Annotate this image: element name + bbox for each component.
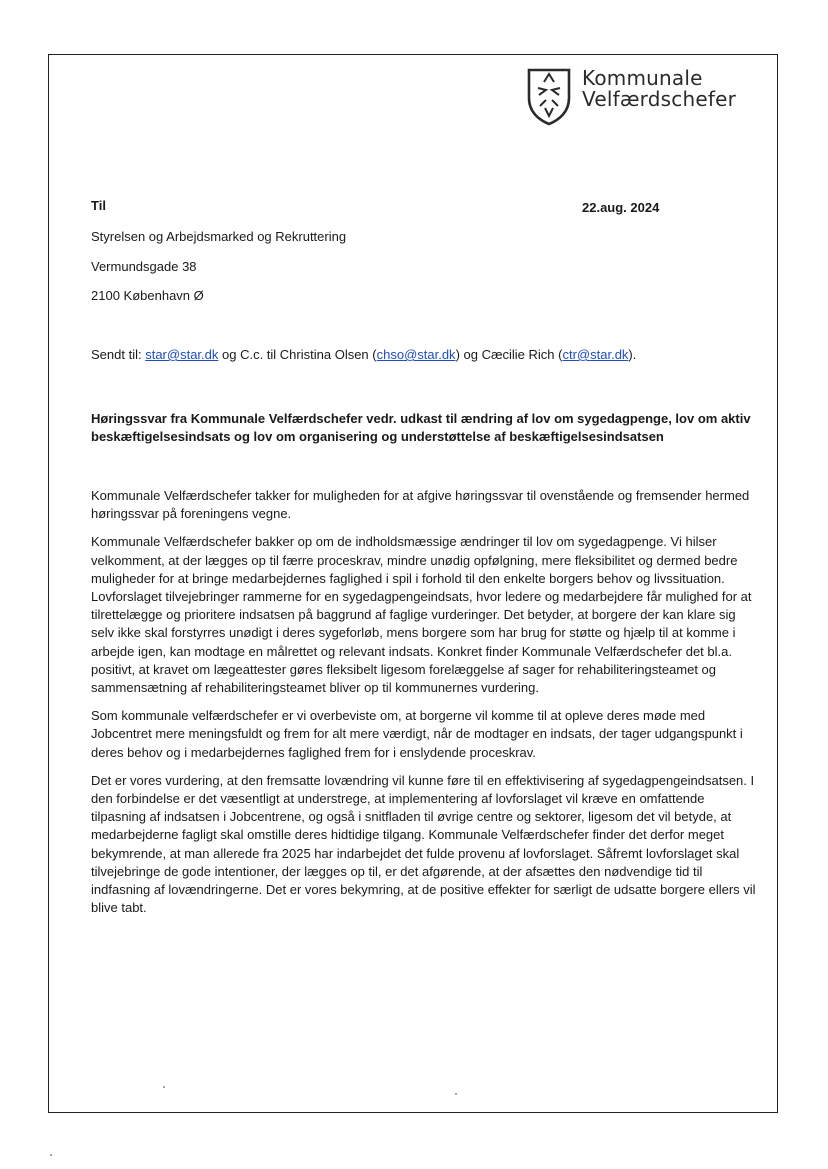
email-link-chso[interactable]: chso@star.dk <box>376 347 456 362</box>
logo-text <box>582 68 736 110</box>
star-shield-icon <box>526 68 572 126</box>
letter-body <box>91 487 759 927</box>
body-paragraph-2: Kommunale Velfærdschefer bakker op om de indholdsmæssige ændringer til lov om sygedagpenge. Vi hilser velkomment, at der lægges op til færre proceskrav, mindre unødig opfølgning, mere fleksibilitet og dermed bedre muligheder for at bringe medarbejdernes faglighed i spil i forhold til den enkelte borgers behov og livssituation. Lovforslaget tilvejebringer rammerne for en sygedagpengeindsats, hvor ledere og medarbejdere får mulighed for at tilrettelægge og prioritere indsatsen på baggrund af faglige vurderinger. Det betyder, at borgere der kan klare sig selv ikke skal forstyrres unødigt i deres sygeforløb, mens borgere som har brug for støtte og hjælp til at komme i arbejde igen, kan modtage en målrettet og relevant indsats. Konkret finder Kommunale Velfærdschefer det bl.a. positivt, at kravet om lægeattester gøres fleksibelt ligesom forelæggelse af sager for rehabiliteringsteamet og sammensætning af rehabiliteringsteamet bliver op til kommunernes vurdering. <box>91 534 752 696</box>
recipient-city: 2100 København Ø <box>91 288 204 303</box>
body-paragraph-3: Som kommunale velfærdschefer er vi overbeviste om, at borgerne vil komme til at opleve deres møde med Jobcentret mere meningsfuldt og frem for alt mere værdigt, når de modtager en indsats, der tager udgangspunkt i deres behov og i medarbejdernes faglighed frem for i enslydende proceskrav. <box>91 708 743 760</box>
to-label: Til <box>91 198 106 213</box>
scan-speck <box>455 1093 457 1095</box>
email-link-ctr[interactable]: ctr@star.dk <box>562 347 629 362</box>
logo-line-2: Velfærdschefer <box>582 87 737 111</box>
recipient-street: Vermundsgade 38 <box>91 259 197 274</box>
sent-text-1: og C.c. til Christina Olsen ( <box>218 347 377 362</box>
scan-speck <box>50 1154 52 1156</box>
sent-text-3: ). <box>628 347 637 362</box>
letter-date: 22.aug. 2024 <box>582 200 660 215</box>
letter-subject: Høringssvar fra Kommunale Velfærdschefer vedr. udkast til ændring af lov om sygedagpenge, lov om aktiv beskæftigelsesindsats og lov om organisering og understøttelse af beskæftigelsesindsatsen <box>91 411 751 444</box>
logo <box>526 68 736 126</box>
sent-to-line <box>91 347 636 362</box>
scan-speck <box>163 1086 165 1088</box>
body-paragraph-4: Det er vores vurdering, at den fremsatte lovændring vil kunne føre til en effektivisering af sygedagpengeindsatsen. I den forbindelse er det væsentligt at understrege, at implementering af lovforslaget vil kræve en omfattende tilpasning af indsatsen i Jobcentrene, og også i snitfladen til øvrige centre og sektorer, ligesom det vil betyde, at medarbejderne fagligt skal omstille deres hidtidige tilgang. Kommunale Velfærdschefer finder det derfor meget bekymrende, at man allerede fra 2025 har indarbejdet det fulde provenu af lovforslaget. Såfremt lovforslaget skal tilvejebringe de gode intentioner, der lægges op til, er det afgørende, at der afsættes den nødvendige tid til indfasning af lovændringerne. Det er vores bekymring, at de positive effekter for særligt de udsatte borgere ellers vil blive tabt. <box>91 772 756 916</box>
email-link-star[interactable]: star@star.dk <box>145 347 219 362</box>
body-paragraph-1: Kommunale Velfærdschefer takker for muligheden for at afgive høringssvar til ovenstående og fremsender hermed høringssvar på foreningens vegne. <box>91 488 750 522</box>
recipient-name: Styrelsen og Arbejdsmarked og Rekruttering <box>91 229 347 244</box>
logo-line-1: Kommunale <box>582 66 703 90</box>
sent-to-label: Sendt til: <box>91 347 142 362</box>
sent-text-2: ) og Cæcilie Rich ( <box>455 347 563 362</box>
